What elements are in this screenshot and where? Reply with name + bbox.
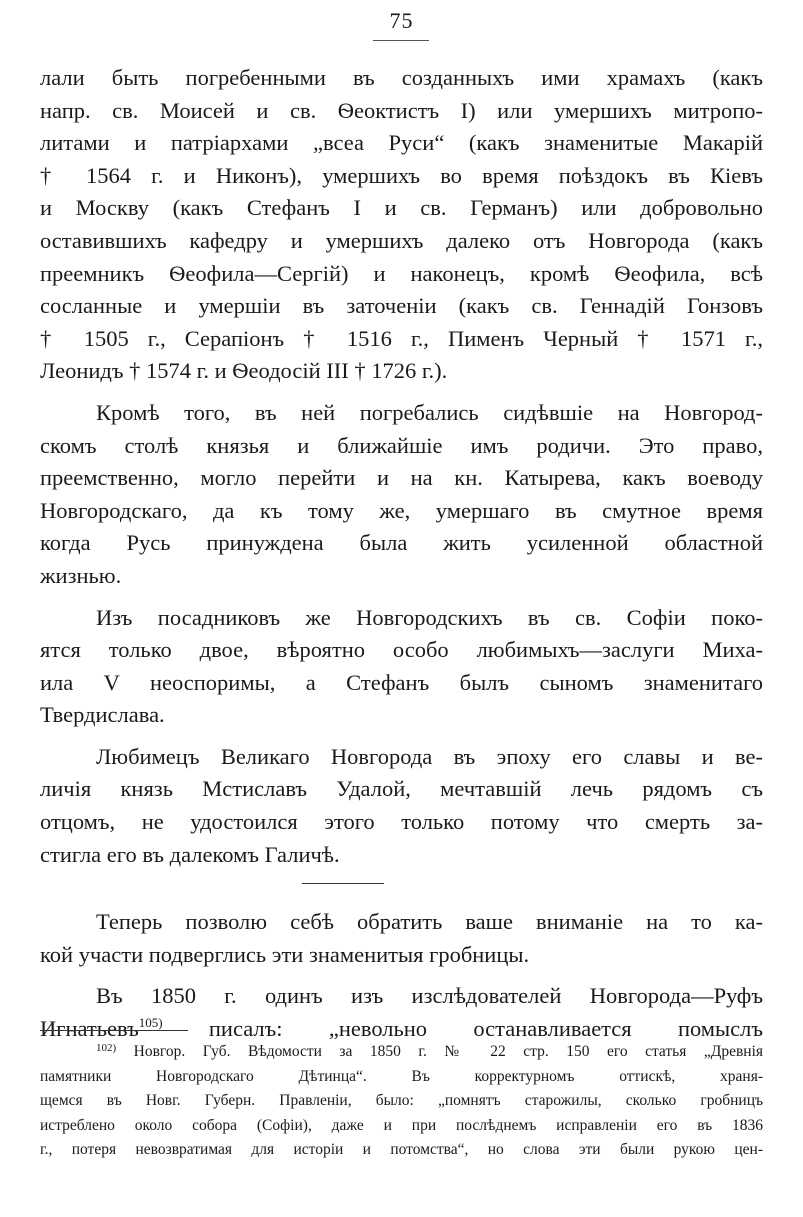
text-line: Леонидъ † 1574 г. и Ѳеодосій III † 1726 г.). [40, 358, 448, 384]
footnote-line: истреблено около собора (Софіи), даже и при послѣднемъ исправленіи его въ 1836 [40, 1116, 763, 1134]
text-line: литами и патріархами „всеа Руси“ (какъ знаменитые Макарій [40, 130, 763, 156]
footnote-reference: 105) [138, 1015, 163, 1031]
footnote-rule [40, 1030, 188, 1031]
text-line: † 1564 г. и Никонъ), умершихъ во время поѣздокъ въ Кіевъ [40, 162, 763, 188]
footnotes [40, 1040, 763, 1163]
text-line: лали быть погребенными въ созданныхъ ими храмахъ (какъ [40, 65, 763, 90]
footnote-line [40, 1040, 763, 1065]
footnote-line: памятники Новгородскаго Дѣтинца“. Въ корректурномъ оттискѣ, храня- [40, 1067, 763, 1085]
text-fragment: Новгор. Губ. Вѣдомости за 1850 г. № 22 стр. 150 его статья „Древнія [133, 1043, 763, 1060]
text-line: Новгородскаго, да къ тому же, умершаго въ смутное время [40, 497, 763, 523]
text-line: отцомъ, не удостоился этого только потому что смерть за- [40, 809, 763, 835]
paragraph-2 [40, 397, 763, 593]
text-line: † 1505 г., Серапіонъ † 1516 г., Пименъ Черный † 1571 г., [40, 325, 763, 351]
text-line: Любимецъ Великаго Новгорода въ эпоху его славы и ве- [96, 743, 763, 769]
text-line: преемственно, могло перейти и на кн. Катырева, какъ воеводу [40, 465, 763, 491]
text-line: кой участи подверглись эти знаменитыя гробницы. [40, 941, 530, 967]
text-line: жизнью. [40, 562, 122, 588]
paragraph-3 [40, 602, 763, 732]
text-line: личія князь Мстиславъ Удалой, мечтавшій лечь рядомъ съ [40, 776, 763, 802]
text-line: Твердислава. [40, 702, 165, 728]
text-line: ила V неоспоримы, а Стефанъ былъ сыномъ знаменитаго [40, 669, 763, 695]
section-divider [302, 883, 384, 884]
text-line: Теперь позволю себѣ обратить ваше вниманіе на то ка- [96, 909, 763, 935]
text-line: скомъ столѣ князья и ближайшіе имъ родичи. Это право, [40, 432, 763, 458]
paragraph-5 [40, 906, 763, 971]
text-line: ятся только двое, вѣроятно особо любимыхъ—заслуги Миха- [40, 637, 763, 663]
page-number-rule [373, 40, 429, 41]
text-line: Въ 1850 г. одинъ изъ изслѣдователей Новгорода—Руфъ [96, 983, 763, 1009]
text-line: преемникъ Ѳеофила—Сергій) и наконецъ, кромѣ Ѳеофила, всѣ [40, 260, 763, 286]
footnote-line: щемся въ Новг. Губерн. Правленіи, было: „помнятъ старожилы, сколько гробницъ [40, 1092, 763, 1109]
text-line: напр. св. Моисей и св. Ѳеоктистъ I) или умершихъ митропо- [40, 97, 763, 123]
body-text [40, 62, 763, 1055]
text-fragment: писалъ: „невольно останавливается помыслъ [208, 1016, 763, 1042]
text-line: сосланные и умершіи въ заточеніи (какъ св. Геннадій Гонзовъ [40, 293, 763, 319]
page-number: 75 [389, 8, 414, 33]
text-fragment: Игнатьевъ [40, 1016, 139, 1042]
text-line: когда Русь принуждена была жить усиленной областной [40, 530, 763, 556]
text-line: и Москву (какъ Стефанъ I и св. Германъ) или добровольно [40, 195, 763, 221]
paragraph-6 [40, 980, 763, 1045]
footnote-marker: 102) [96, 1042, 117, 1054]
paragraph-4 [40, 741, 763, 871]
text-line: стигла его въ далекомъ Галичѣ. [40, 841, 340, 867]
footnote-line: г., потеря невозвратимая для исторіи и потомства“, но слова эти были рукою цен- [40, 1141, 763, 1158]
text-line: Кромѣ того, въ ней погребались сидѣвшіе на Новгород- [96, 399, 763, 425]
text-line: оставившихъ кафедру и умершихъ далеко отъ Новгорода (какъ [40, 227, 763, 253]
text-line: Изъ посадниковъ же Новгородскихъ въ св. Софіи поко- [96, 604, 763, 630]
paragraph-1 [40, 62, 763, 388]
